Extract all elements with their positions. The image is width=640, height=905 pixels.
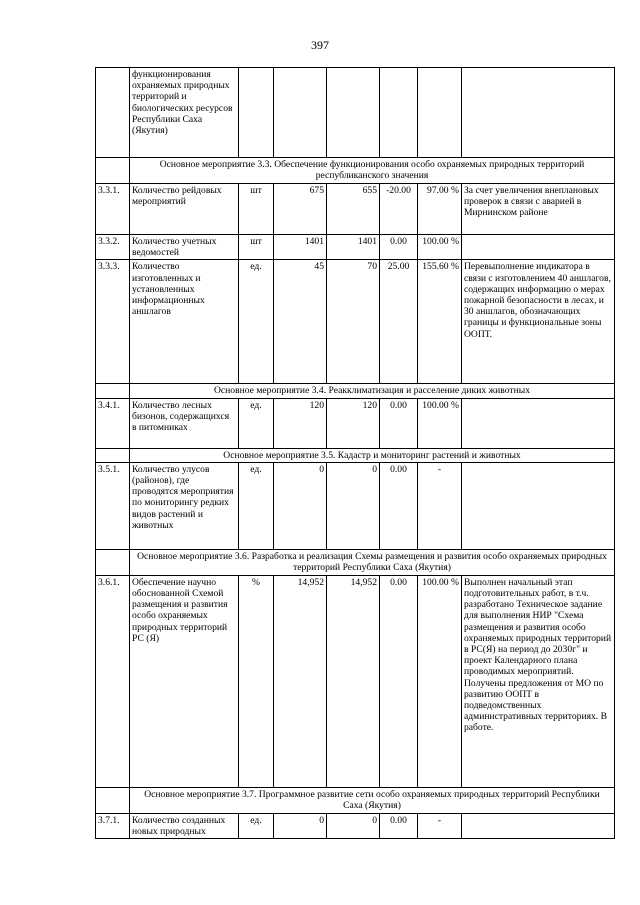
- percent-value: 155.60 %: [418, 260, 462, 384]
- unit-cell: шт: [239, 184, 274, 235]
- row-number: 3.6.1.: [96, 575, 130, 787]
- plan-value: 120: [274, 398, 327, 448]
- plan-value: 675: [274, 184, 327, 235]
- unit-cell: %: [239, 575, 274, 787]
- deviation-value: 0.00: [380, 575, 418, 787]
- deviation-value: 25.00: [380, 260, 418, 384]
- section-row: [96, 384, 615, 398]
- row-number: 3.3.3.: [96, 260, 130, 384]
- table-row: [96, 813, 615, 838]
- plan-value: 1401: [274, 235, 327, 260]
- note-cell: Перевыполнение индикатора в связи с изготовлением 40 аншлагов, содержащих информацию о мерах пожарной безопасности в лесах, и 30 аншлагов, обозначающих границы и функциональные зоны ООПТ.: [462, 260, 615, 384]
- deviation-value: 0.00: [380, 235, 418, 260]
- percent-value: 100.00 %: [418, 235, 462, 260]
- row-number: [96, 68, 130, 158]
- deviation-value: 0.00: [380, 398, 418, 448]
- plan-value: 0: [274, 813, 327, 838]
- indicator-name: Обеспечение научно обоснованной Схемой размещения и развития особо охраняемых природных территорий РС (Я): [130, 575, 239, 787]
- section-row: [96, 158, 615, 184]
- fact-value: 0: [327, 462, 380, 549]
- section-title: Основное мероприятие 3.5. Кадастр и мониторинг растений и животных: [130, 448, 615, 462]
- note-cell: [462, 462, 615, 549]
- row-number: 3.3.1.: [96, 184, 130, 235]
- section-title: Основное мероприятие 3.3. Обеспечение функционирования особо охраняемых природных территорий республиканского значения: [130, 158, 615, 184]
- indicator-name: Количество созданных новых природных: [130, 813, 239, 838]
- unit-cell: ед.: [239, 813, 274, 838]
- section-title: Основное мероприятие 3.6. Разработка и реализация Схемы размещения и развития особо охраняемых природных территорий Республики Саха (Якутия): [130, 549, 615, 575]
- note-cell: Выполнен начальный этап подготовительных работ, в т.ч. разработано Техническое задание для выполнения НИР "Схема размещения и развития особо охраняемых природных территорий в РС(Я) на период до 2030г" и проект Календарного плана проводимых мероприятий. Получены предложения от МО по развитию ООПТ в подведомственных административных территориях. В работе.: [462, 575, 615, 787]
- indicator-name: Количество улусов (районов), где проводятся мероприятия по мониторингу редких видов растений и животных: [130, 462, 239, 549]
- fact-value: 0: [327, 813, 380, 838]
- table-row: [96, 398, 615, 448]
- section-title: Основное мероприятие 3.7. Программное развитие сети особо охраняемых природных территорий Республики Саха (Якутия): [130, 787, 615, 813]
- percent-value: 100.00 %: [418, 575, 462, 787]
- table-row: [96, 184, 615, 235]
- plan-value: 0: [274, 462, 327, 549]
- fact-value: 1401: [327, 235, 380, 260]
- indicator-name: Количество лесных бизонов, содержащихся в питомниках: [130, 398, 239, 448]
- indicator-name: Количество учетных ведомостей: [130, 235, 239, 260]
- deviation-value: -20.00: [380, 184, 418, 235]
- row-number: 3.3.2.: [96, 235, 130, 260]
- deviation-value: 0.00: [380, 813, 418, 838]
- note-cell: [462, 813, 615, 838]
- row-number: 3.4.1.: [96, 398, 130, 448]
- row-number: 3.7.1.: [96, 813, 130, 838]
- percent-value: 97.00 %: [418, 184, 462, 235]
- note-cell: [462, 398, 615, 448]
- page-number: 397: [311, 38, 329, 52]
- indicator-name: Количество рейдовых мероприятий: [130, 184, 239, 235]
- table-row: [96, 462, 615, 549]
- plan-value: 45: [274, 260, 327, 384]
- unit-cell: шт: [239, 235, 274, 260]
- table-row: [96, 575, 615, 787]
- indicators-table: [95, 67, 615, 839]
- percent-value: -: [418, 462, 462, 549]
- unit-cell: ед.: [239, 462, 274, 549]
- section-title: Основное мероприятие 3.4. Реакклиматизация и расселение диких животных: [130, 384, 615, 398]
- fact-value: 70: [327, 260, 380, 384]
- indicator-name: функционирования охраняемых природных территорий и биологических ресурсов Республики Саха (Якутия): [130, 68, 239, 158]
- row-number: 3.5.1.: [96, 462, 130, 549]
- plan-value: 14,952: [274, 575, 327, 787]
- indicator-name: Количество изготовленных и установленных информационных аншлагов: [130, 260, 239, 384]
- section-row: [96, 549, 615, 575]
- note-cell: [462, 235, 615, 260]
- percent-value: 100.00 %: [418, 398, 462, 448]
- table-row: [96, 260, 615, 384]
- note-cell: За счет увеличения внеплановых проверок в связи с аварией в Мирнинском районе: [462, 184, 615, 235]
- fact-value: 14,952: [327, 575, 380, 787]
- fact-value: 120: [327, 398, 380, 448]
- table-row: [96, 235, 615, 260]
- unit-cell: ед.: [239, 260, 274, 384]
- unit-cell: ед.: [239, 398, 274, 448]
- section-row: [96, 787, 615, 813]
- deviation-value: 0.00: [380, 462, 418, 549]
- fact-value: 655: [327, 184, 380, 235]
- table-row: [96, 68, 615, 158]
- percent-value: -: [418, 813, 462, 838]
- section-row: [96, 448, 615, 462]
